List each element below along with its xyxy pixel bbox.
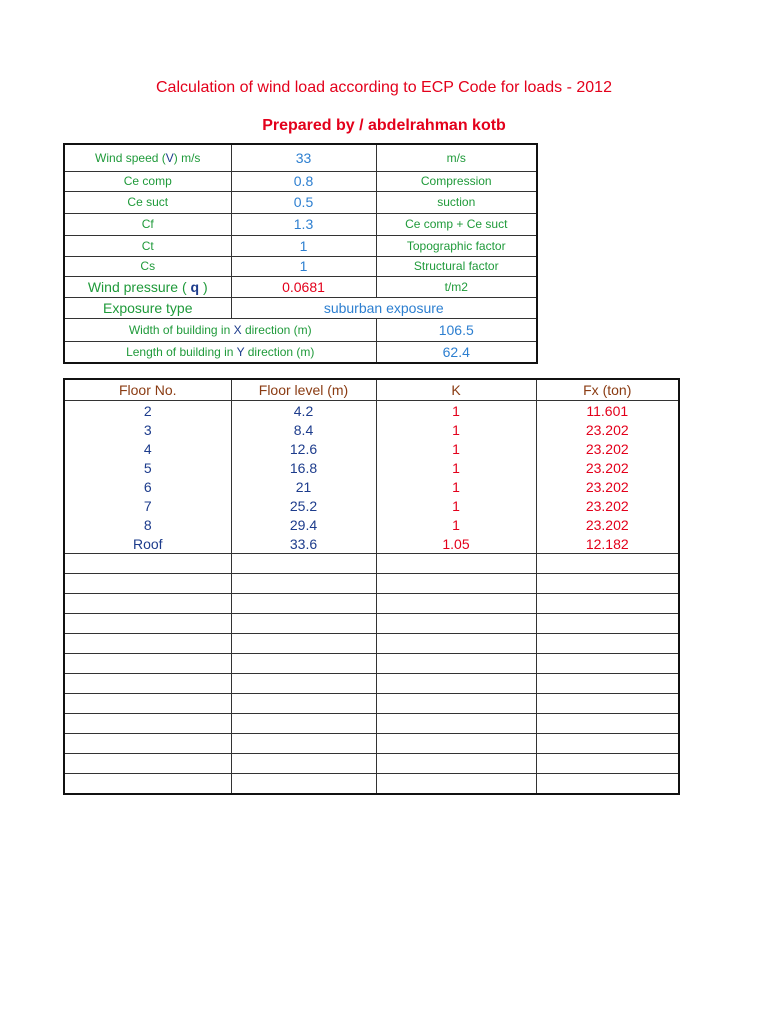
fx-value: 23.202	[536, 439, 679, 458]
fx-value: 12.182	[536, 534, 679, 554]
k-value: 1	[376, 496, 536, 515]
floor-level: 21	[231, 477, 376, 496]
floor-level: 8.4	[231, 420, 376, 439]
row-wind-speed	[64, 144, 537, 171]
ce-suct-value[interactable]: 0.5	[231, 191, 376, 213]
floor-no: 3	[64, 420, 231, 439]
k-value: 1	[376, 458, 536, 477]
empty-cell[interactable]	[231, 654, 376, 674]
empty-row	[64, 774, 679, 795]
empty-row	[64, 714, 679, 734]
empty-cell[interactable]	[64, 754, 231, 774]
empty-cell[interactable]	[376, 554, 536, 574]
empty-cell[interactable]	[376, 594, 536, 614]
row-width-x	[64, 318, 537, 341]
empty-row	[64, 594, 679, 614]
empty-row	[64, 574, 679, 594]
row-cs	[64, 256, 537, 276]
empty-cell[interactable]	[536, 774, 679, 795]
empty-cell[interactable]	[231, 634, 376, 654]
ct-unit: Topographic factor	[376, 235, 537, 256]
empty-cell[interactable]	[376, 714, 536, 734]
exposure-label: Exposure type	[64, 297, 231, 318]
row-length-y	[64, 341, 537, 363]
row-cf	[64, 213, 537, 235]
empty-cell[interactable]	[64, 694, 231, 714]
table-row	[64, 458, 679, 477]
cf-value[interactable]: 1.3	[231, 213, 376, 235]
empty-cell[interactable]	[64, 734, 231, 754]
row-exposure	[64, 297, 537, 318]
fx-value: 23.202	[536, 477, 679, 496]
ce-suct-label: Ce suct	[64, 191, 231, 213]
empty-cell[interactable]	[536, 654, 679, 674]
empty-row	[64, 754, 679, 774]
table-row	[64, 420, 679, 439]
empty-cell[interactable]	[376, 614, 536, 634]
empty-row	[64, 734, 679, 754]
length-y-value[interactable]: 62.4	[376, 341, 537, 363]
row-ct	[64, 235, 537, 256]
row-ce-suct	[64, 191, 537, 213]
floor-no: 5	[64, 458, 231, 477]
wind-speed-unit: m/s	[376, 144, 537, 171]
fx-value: 23.202	[536, 515, 679, 534]
empty-cell[interactable]	[231, 554, 376, 574]
wind-pressure-unit: t/m2	[376, 276, 537, 297]
parameters-table	[63, 143, 538, 364]
cs-unit: Structural factor	[376, 256, 537, 276]
empty-cell[interactable]	[536, 634, 679, 654]
ce-comp-unit: Compression	[376, 171, 537, 191]
page-title: Calculation of wind load according to ECP Code for loads - 2012	[156, 79, 612, 96]
ce-comp-value[interactable]: 0.8	[231, 171, 376, 191]
table-row	[64, 496, 679, 515]
empty-cell[interactable]	[231, 574, 376, 594]
empty-row	[64, 614, 679, 634]
table-row	[64, 534, 679, 554]
header-floor-no: Floor No.	[64, 379, 231, 401]
header-k: K	[376, 379, 536, 401]
length-y-label: Length of building in Y direction (m)	[64, 341, 376, 363]
k-value: 1	[376, 515, 536, 534]
empty-cell[interactable]	[536, 734, 679, 754]
empty-cell[interactable]	[231, 714, 376, 734]
k-value: 1.05	[376, 534, 536, 554]
floor-no: 2	[64, 401, 231, 421]
fx-value: 23.202	[536, 496, 679, 515]
table-row	[64, 515, 679, 534]
floor-no: 6	[64, 477, 231, 496]
floors-table	[63, 378, 680, 795]
floor-level: 12.6	[231, 439, 376, 458]
header-fx: Fx (ton)	[536, 379, 679, 401]
empty-cell[interactable]	[231, 594, 376, 614]
k-value: 1	[376, 477, 536, 496]
floor-level: 4.2	[231, 401, 376, 421]
empty-cell[interactable]	[64, 714, 231, 734]
empty-cell[interactable]	[376, 694, 536, 714]
empty-cell[interactable]	[536, 694, 679, 714]
wind-pressure-value: 0.0681	[231, 276, 376, 297]
empty-cell[interactable]	[536, 554, 679, 574]
cf-unit: Ce comp + Ce suct	[376, 213, 537, 235]
empty-cell[interactable]	[536, 754, 679, 774]
empty-cell[interactable]	[536, 614, 679, 634]
row-wind-pressure	[64, 276, 537, 297]
empty-row	[64, 654, 679, 674]
table-row	[64, 401, 679, 421]
floor-level: 29.4	[231, 515, 376, 534]
empty-cell[interactable]	[376, 674, 536, 694]
ct-label: Ct	[64, 235, 231, 256]
empty-cell[interactable]	[64, 774, 231, 795]
floor-no: 4	[64, 439, 231, 458]
k-value: 1	[376, 439, 536, 458]
ce-comp-label: Ce comp	[64, 171, 231, 191]
floor-no: Roof	[64, 534, 231, 554]
table-row	[64, 477, 679, 496]
empty-cell[interactable]	[536, 674, 679, 694]
width-x-label: Width of building in X direction (m)	[64, 318, 376, 341]
empty-row	[64, 694, 679, 714]
empty-cell[interactable]	[231, 734, 376, 754]
empty-cell[interactable]	[231, 674, 376, 694]
fx-value: 23.202	[536, 458, 679, 477]
empty-row	[64, 674, 679, 694]
table-row	[64, 439, 679, 458]
floor-level: 33.6	[231, 534, 376, 554]
cs-label: Cs	[64, 256, 231, 276]
ct-value[interactable]: 1	[231, 235, 376, 256]
empty-cell[interactable]	[231, 774, 376, 795]
empty-row	[64, 634, 679, 654]
empty-cell[interactable]	[64, 554, 231, 574]
wind-speed-label: Wind speed (V) m/s	[64, 144, 231, 171]
empty-cell[interactable]	[231, 694, 376, 714]
ce-suct-unit: suction	[376, 191, 537, 213]
floor-no: 7	[64, 496, 231, 515]
fx-value: 23.202	[536, 420, 679, 439]
cf-label: Cf	[64, 213, 231, 235]
empty-cell[interactable]	[376, 754, 536, 774]
empty-cell[interactable]	[64, 594, 231, 614]
empty-cell[interactable]	[376, 574, 536, 594]
empty-cell[interactable]	[231, 614, 376, 634]
empty-cell[interactable]	[536, 594, 679, 614]
table-header-row	[64, 379, 679, 401]
empty-cell[interactable]	[376, 634, 536, 654]
empty-cell[interactable]	[376, 774, 536, 795]
empty-cell[interactable]	[536, 714, 679, 734]
empty-cell[interactable]	[536, 574, 679, 594]
exposure-value[interactable]: suburban exposure	[231, 297, 537, 318]
k-value: 1	[376, 401, 536, 421]
fx-value: 11.601	[536, 401, 679, 421]
floor-level: 16.8	[231, 458, 376, 477]
empty-cell[interactable]	[64, 654, 231, 674]
wind-pressure-label: Wind pressure ( q )	[64, 276, 231, 297]
width-x-value[interactable]: 106.5	[376, 318, 537, 341]
k-value: 1	[376, 420, 536, 439]
header-floor-level: Floor level (m)	[231, 379, 376, 401]
empty-cell[interactable]	[64, 634, 231, 654]
floor-level: 25.2	[231, 496, 376, 515]
row-ce-comp	[64, 171, 537, 191]
empty-cell[interactable]	[64, 574, 231, 594]
prepared-by: Prepared by / abdelrahman kotb	[262, 117, 506, 134]
empty-cell[interactable]	[231, 754, 376, 774]
empty-row	[64, 554, 679, 574]
empty-cell[interactable]	[64, 674, 231, 694]
empty-cell[interactable]	[376, 734, 536, 754]
empty-cell[interactable]	[376, 654, 536, 674]
wind-speed-value[interactable]: 33	[231, 144, 376, 171]
cs-value[interactable]: 1	[231, 256, 376, 276]
floor-no: 8	[64, 515, 231, 534]
empty-cell[interactable]	[64, 614, 231, 634]
